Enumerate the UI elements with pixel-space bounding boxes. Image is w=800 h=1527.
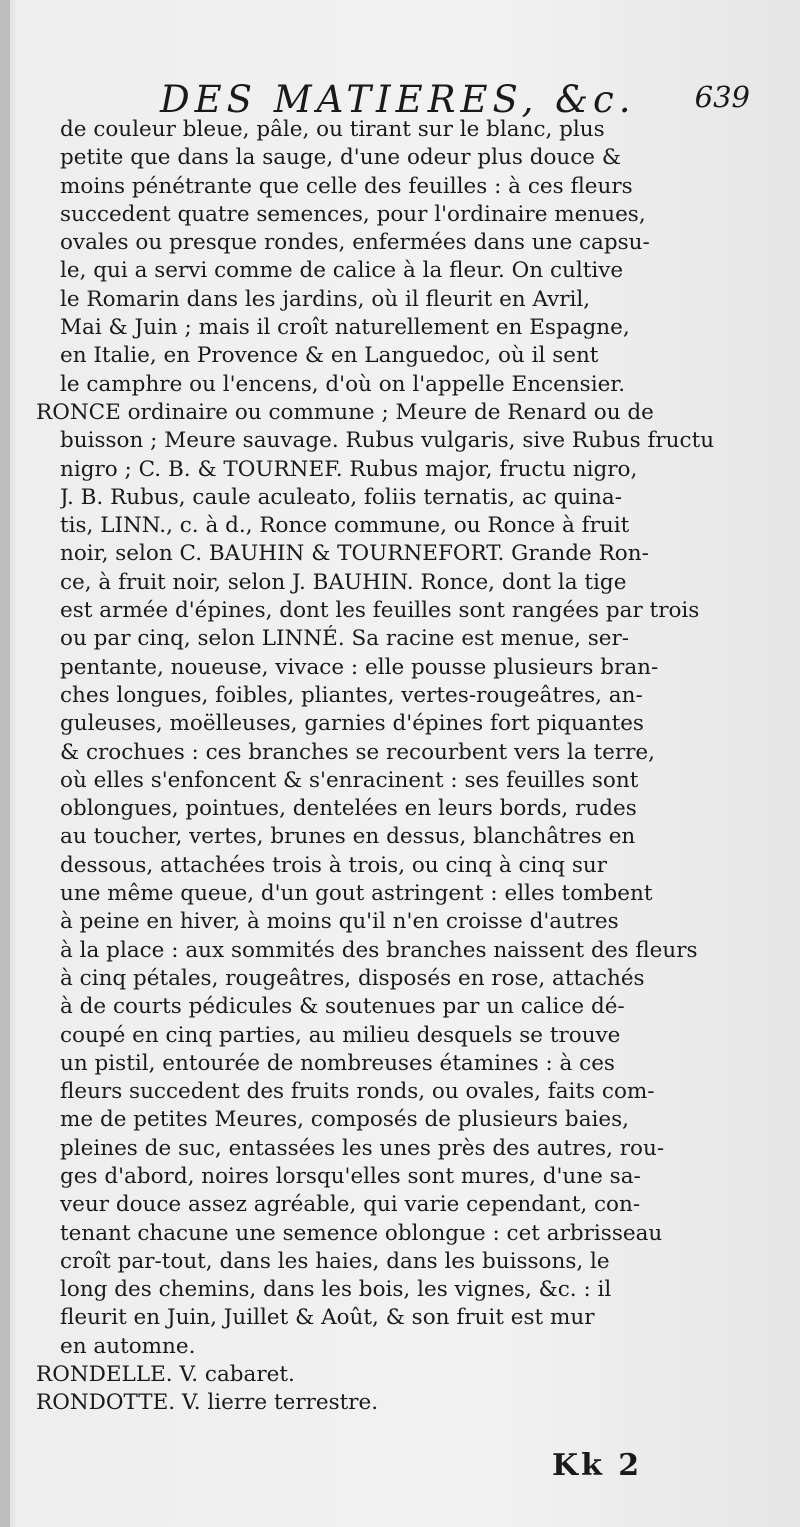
text-line: fleurs succedent des fruits ronds, ou ovales, faits com-	[60, 1079, 655, 1105]
text-line: ches longues, foibles, pliantes, vertes-rougeâtres, an-	[60, 682, 643, 708]
text-line: tis, LINN., c. à d., Ronce commune, ou Ronce à fruit	[60, 513, 630, 539]
text-line: à peine en hiver, à moins qu'il n'en croisse d'autres	[60, 909, 619, 935]
text-line: ges d'abord, noires lorsqu'elles sont mures, d'une sa-	[60, 1163, 641, 1189]
text-line: en automne.	[60, 1333, 196, 1359]
text-line: le camphre ou l'encens, d'où on l'appelle Encensier.	[60, 371, 626, 397]
text-line: le Romarin dans les jardins, où il fleurit en Avril,	[60, 286, 591, 312]
text-line: veur douce assez agréable, qui varie cependant, con-	[60, 1192, 641, 1218]
text-line: long des chemins, dans les bois, les vignes, &c. : il	[60, 1277, 612, 1303]
body-text	[36, 116, 742, 1418]
entry-heading-line: RONCE ordinaire ou commune ; Meure de Renard ou de	[36, 399, 654, 425]
text-line: buisson ; Meure sauvage. Rubus vulgaris, sive Rubus fructu	[60, 428, 715, 454]
text-line: fleurit en Juin, Juillet & Août, & son fruit est mur	[60, 1305, 595, 1331]
text-line: où elles s'enfoncent & s'enracinent : ses feuilles sont	[60, 767, 639, 793]
entry-heading-line: RONDOTTE. V. lierre terrestre.	[36, 1390, 379, 1416]
text-line: est armée d'épines, dont les feuilles sont rangées par trois	[60, 598, 700, 624]
text-line: en Italie, en Provence & en Languedoc, où il sent	[60, 343, 599, 369]
text-line: au toucher, vertes, brunes en dessus, blanchâtres en	[60, 824, 636, 850]
text-line: me de petites Meures, composés de plusieurs baies,	[60, 1107, 629, 1133]
text-line: pentante, noueuse, vivace : elle pousse plusieurs bran-	[60, 654, 659, 680]
text-line: ovales ou presque rondes, enfermées dans une capsu-	[60, 230, 650, 256]
text-line: guleuses, moëlleuses, garnies d'épines fort piquantes	[60, 711, 644, 737]
page-number: 639	[694, 80, 750, 114]
text-line: moins pénétrante que celle des feuilles : à ces fleurs	[60, 173, 633, 199]
text-line: ce, à fruit noir, selon J. BAUHIN. Ronce, dont la tige	[60, 569, 627, 595]
text-line: à la place : aux sommités des branches naissent des fleurs	[60, 937, 698, 963]
text-line: noir, selon C. BAUHIN & TOURNEFORT. Grande Ron-	[60, 541, 649, 567]
running-title: DES MATIERES, &c.	[160, 78, 636, 121]
text-line: ou par cinq, selon LINNÉ. Sa racine est menue, ser-	[60, 626, 630, 652]
text-line: coupé en cinq parties, au milieu desquels se trouve	[60, 1022, 621, 1048]
text-line: oblongues, pointues, dentelées en leurs bords, rudes	[60, 796, 637, 822]
text-line: J. B. Rubus, caule aculeato, foliis ternatis, ac quina-	[60, 484, 622, 510]
text-line: succedent quatre semences, pour l'ordinaire menues,	[60, 201, 646, 227]
text-line: & crochues : ces branches se recourbent vers la terre,	[60, 739, 655, 765]
text-line: nigro ; C. B. & TOURNEF. Rubus major, fructu nigro,	[60, 456, 638, 482]
text-line: le, qui a servi comme de calice à la fleur. On cultive	[60, 258, 624, 284]
text-line: tenant chacune une semence oblongue : cet arbrisseau	[60, 1220, 663, 1246]
page-header	[160, 78, 750, 121]
text-line: petite que dans la sauge, d'une odeur plus douce &	[60, 145, 622, 171]
text-line: à de courts pédicules & soutenues par un calice dé-	[60, 994, 625, 1020]
text-line: une même queue, d'un gout astringent : elles tombent	[60, 881, 653, 907]
entry-heading-line: RONDELLE. V. cabaret.	[36, 1362, 295, 1388]
text-line: dessous, attachées trois à trois, ou cinq à cinq sur	[60, 852, 608, 878]
text-line: Mai & Juin ; mais il croît naturellement en Espagne,	[60, 315, 630, 341]
text-line: à cinq pétales, rougeâtres, disposés en rose, attachés	[60, 965, 645, 991]
text-line: croît par-tout, dans les haies, dans les buissons, le	[60, 1248, 610, 1274]
text-line: de couleur bleue, pâle, ou tirant sur le blanc, plus	[60, 117, 605, 142]
text-line: un pistil, entourée de nombreuses étamines : à ces	[60, 1050, 615, 1076]
signature-mark: Kk 2	[552, 1448, 643, 1483]
text-line: pleines de suc, entassées les unes près des autres, rou-	[60, 1135, 665, 1161]
